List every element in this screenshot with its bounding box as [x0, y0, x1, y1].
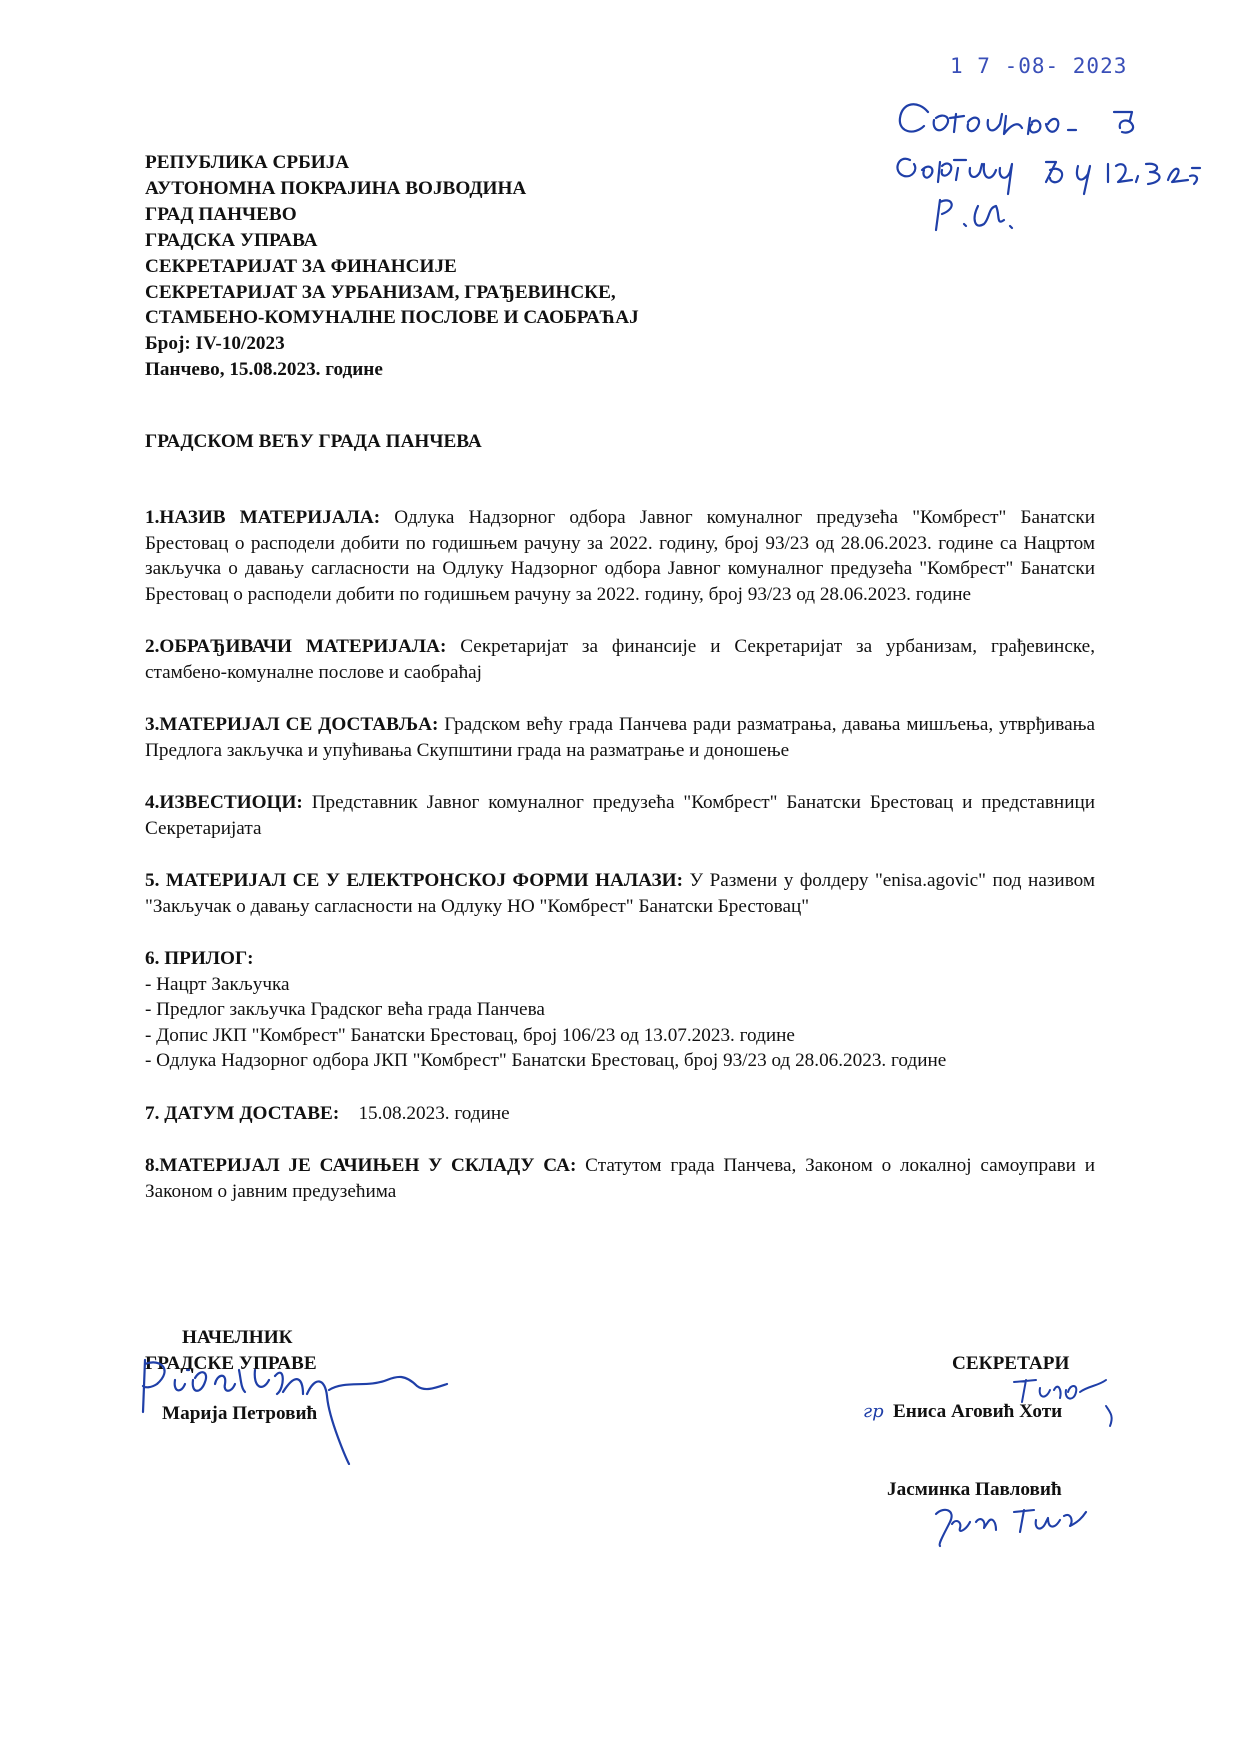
- section-label: 3.МАТЕРИЈАЛ СЕ ДОСТАВЉА:: [145, 714, 439, 735]
- section-delivered-to: [145, 712, 1095, 763]
- section-text: Статутом града Панчева, Законом о локалној самоуправи и Законом о јавним предузећима: [145, 1155, 1095, 1202]
- attachment-item: - Нацрт Закључка: [145, 973, 290, 995]
- attachment-item: - Допис ЈКП "Комбрест" Банатски Брестовац, број 106/23 од 13.07.2023. године: [145, 1024, 795, 1046]
- header-line: СЕКРЕТАРИЈАТ ЗА ФИНАНСИЈЕ: [145, 255, 457, 277]
- header-line: СЕКРЕТАРИЈАТ ЗА УРБАНИЗАМ, ГРАЂЕВИНСКЕ,: [145, 281, 616, 303]
- section-label: 4.ИЗВЕСТИОЦИ:: [145, 792, 303, 813]
- signatory-name-left: Марија Петровић: [162, 1403, 318, 1424]
- letterhead: [145, 150, 845, 383]
- signature-petrovic: [135, 1340, 475, 1465]
- section-material-name: [145, 505, 1095, 607]
- signatory-prefix: гр: [863, 1401, 884, 1422]
- signatory-name-agovic: Ениса Аговић Хоти: [893, 1401, 1063, 1422]
- signature-pavlovic: [930, 1500, 1090, 1550]
- document-body: [145, 505, 1095, 1231]
- section-label: 2.ОБРАЂИВАЧИ МАТЕРИЈАЛА:: [145, 636, 447, 657]
- section-attachments: [145, 946, 1095, 1074]
- signatory-name-pavlovic: Јасминка Павловић: [887, 1479, 1062, 1500]
- section-text: Представник Јавног комуналног предузећа "Комбрест" Банатски Брестовац и представници Секретаријата: [145, 792, 1095, 839]
- header-line: ГРАД ПАНЧЕВО: [145, 203, 297, 225]
- signatory-title-chief: НАЧЕЛНИК: [182, 1327, 293, 1348]
- header-line: ГРАДСКА УПРАВА: [145, 229, 318, 251]
- section-label: 5. МАТЕРИЈАЛ СЕ У ЕЛЕКТРОНСКОЈ ФОРМИ НАЛАЗИ:: [145, 870, 683, 891]
- section-reporters: [145, 790, 1095, 841]
- addressee: ГРАДСКОМ ВЕЋУ ГРАДА ПАНЧЕВА: [145, 431, 482, 452]
- attachment-item: - Одлука Надзорног одбора ЈКП "Комбрест" Банатски Брестовац, број 93/23 од 28.06.2023. године: [145, 1050, 947, 1071]
- header-line: СТАМБЕНО-КОМУНАЛНЕ ПОСЛОВЕ И САОБРАЋАЈ: [145, 307, 639, 329]
- signatory-title-administration: ГРАДСКЕ УПРАВЕ: [145, 1353, 317, 1374]
- header-line: РЕПУБЛИКА СРБИЈА: [145, 152, 350, 173]
- section-text: Градском већу града Панчева ради разматрања, давања мишљења, утврђивања Предлога закључка и упућивања Скупштини града на разматрање и доношење: [145, 714, 1095, 761]
- section-label: 1.НАЗИВ МАТЕРИЈАЛА:: [145, 507, 381, 528]
- attachment-item: - Предлог закључка Градског већа града Панчева: [145, 999, 545, 1020]
- section-processors: [145, 634, 1095, 685]
- document-date: Панчево, 15.08.2023. године: [145, 359, 383, 381]
- section-text: Одлука Надзорног одбора Јавног комуналног предузећа "Комбрест" Банатски Брестовац о расподели добити по годишњем рачуну за 2022. годину, број 93/23 од 28.06.2023. године са Нацртом закључка о давању сагласности на Одлуку Надзорног одбора Јавног комуналног предузећа "Комбрест" Банатски Брестовац о расподели добити по годишњем рачуну за 2022. годину, број 93/23 од 28.06.2023. године: [145, 507, 1095, 605]
- section-text: Секретаријат за финансије и Секретаријат за урбанизам, грађевинске, стамбено-комуналне послове и саобраћај: [145, 636, 1095, 683]
- section-text: У Размени у фолдеру "enisa.agovic" под називом "Закључак о давању сагласности на Одлуку НО "Комбрест" Банатски Брестовац": [145, 870, 1095, 917]
- section-label: 8.МАТЕРИЈАЛ ЈЕ САЧИЊЕН У СКЛАДУ СА:: [145, 1155, 577, 1176]
- signatory-title-secretaries: СЕКРЕТАРИ: [952, 1353, 1070, 1374]
- handwritten-note: [870, 90, 1210, 235]
- received-date-stamp: 1 7 -08- 2023: [950, 54, 1128, 78]
- section-label: 6. ПРИЛОГ:: [145, 948, 254, 969]
- section-label: 7. ДАТУМ ДОСТАВЕ:: [145, 1102, 340, 1124]
- document-number: Број: IV-10/2023: [145, 333, 285, 355]
- section-compliance: [145, 1153, 1095, 1204]
- header-line: АУТОНОМНА ПОКРАЈИНА ВОЈВОДИНА: [145, 177, 527, 199]
- section-electronic-location: [145, 868, 1095, 919]
- section-text: 15.08.2023. године: [358, 1102, 510, 1124]
- signature-mark: [1100, 1402, 1122, 1432]
- section-delivery-date: [145, 1101, 1095, 1127]
